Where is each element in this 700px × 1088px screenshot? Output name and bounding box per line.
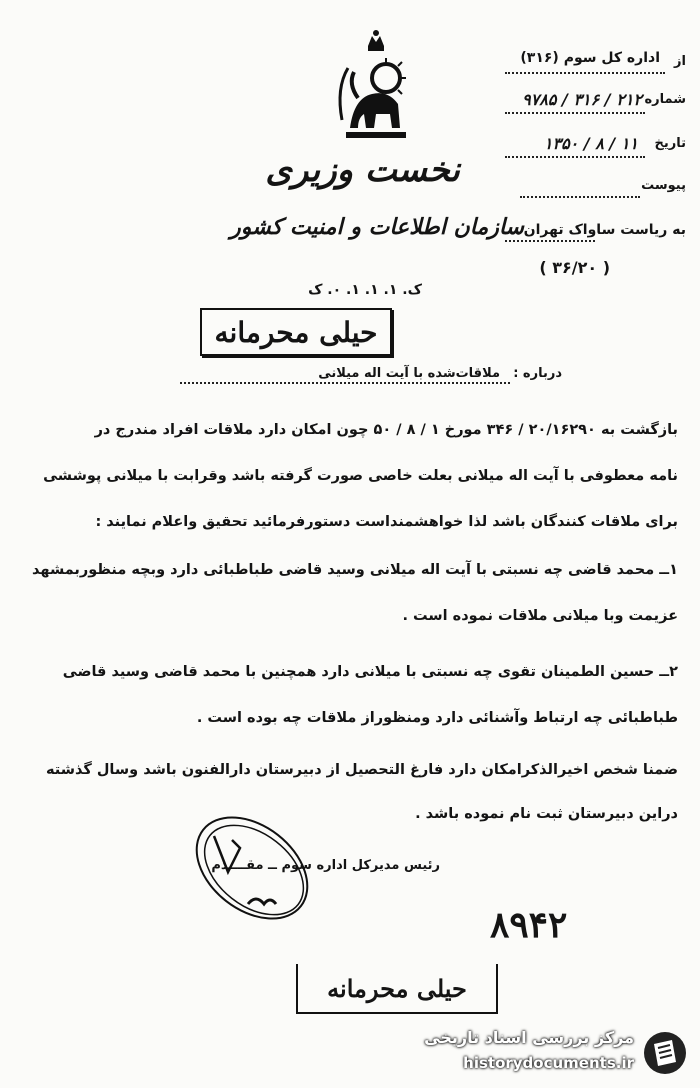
from-value: اداره کل سوم (۳۱۶) bbox=[520, 50, 660, 66]
body-line-7: طباطبائی چه ارتباط وآشنائی دارد ومنظوراز ملاقات چه بوده است . bbox=[196, 710, 678, 726]
classification-stamp bbox=[200, 308, 392, 356]
reference-code: ک. ۱. ۱. ۱. ۰. ک bbox=[308, 282, 422, 298]
org-name: نخست وزیری bbox=[265, 150, 460, 190]
body-line-8: ضمنا شخص اخیرالذکرامکان دارد فارغ التحصیل از دبیرستان دارالفنون باشد وسال گذشته bbox=[46, 762, 678, 778]
attachment-label: پیوست bbox=[641, 178, 686, 193]
lion-and-sun-emblem bbox=[328, 28, 424, 156]
org-subtitle: سازمان اطلاعات و امنیت کشور bbox=[230, 214, 524, 240]
recipient: به ریاست ساواک تهران bbox=[523, 222, 686, 238]
body-line-4: ۱ــ محمد قاضی چه نسبتی با آیت اله میلانی وسید قاضی طباطبائی دارد وبچه منظوربمشهد bbox=[32, 562, 678, 578]
archive-logo-icon bbox=[642, 1030, 688, 1076]
handwritten-number: ۸۹۴۲ bbox=[490, 904, 568, 946]
body-line-3: برای ملاقات کنندگان باشد لذا خواهشمنداست دستورفرمائید تحقیق واعلام نمایند : bbox=[95, 514, 678, 530]
signature-scribble bbox=[172, 800, 332, 940]
date-label: تاریخ bbox=[654, 136, 686, 151]
body-line-9: دراین دبیرستان ثبت نام نموده باشد . bbox=[415, 806, 678, 822]
watermark-url: historydocuments.ir bbox=[463, 1054, 634, 1072]
from-label: از bbox=[674, 54, 686, 69]
subject-underline bbox=[180, 382, 510, 384]
recipient-underline bbox=[505, 240, 595, 242]
attachment-underline bbox=[520, 196, 640, 198]
recipient-code: ( ۳۶/۲۰ ) bbox=[539, 258, 610, 277]
date-underline bbox=[505, 156, 645, 158]
body-line-6: ۲ــ حسین الطمینان تقوی چه نسبتی با میلانی دارد همچنین با محمد قاضی وسید قاضی bbox=[62, 664, 678, 680]
body-line-5: عزیمت وبا میلانی ملاقات نموده است . bbox=[402, 608, 678, 624]
footer-stamp-text: حیلی محرمانه bbox=[327, 973, 467, 1003]
subject-label: درباره : bbox=[513, 366, 562, 381]
subject-text: ملاقات‌شده با آیت اله میلانی bbox=[318, 366, 500, 381]
signature-line: رئیس مدیرکل اداره سوم ــ مقــــدم bbox=[211, 858, 440, 873]
watermark bbox=[410, 1022, 692, 1082]
classification-text: حیلی محرمانه bbox=[214, 315, 378, 349]
from-underline bbox=[505, 72, 665, 74]
number-label: شماره bbox=[644, 92, 686, 107]
body-line-1: بازگشت به ۲۰/۱۶۲۹۰ / ۳۴۶ مورخ ۱ / ۸ / ۵۰ چون امکان دارد ملاقات افراد مندرج در bbox=[94, 422, 678, 438]
footer-classification-stamp bbox=[296, 964, 498, 1014]
number-underline bbox=[505, 112, 645, 114]
number-value: ۹۷۸۵ / ۳۱۶ / ۲۱۲ bbox=[522, 90, 642, 109]
date-value: ۱۳۵۰ / ۸ / ۱۱ bbox=[543, 134, 638, 153]
body-line-2: نامه معطوفی با آیت اله میلانی بعلت خاصی صورت گرفته باشد وقرابت با میلانی پوششی bbox=[43, 468, 678, 484]
watermark-title: مرکز بررسی اسناد تاریخی bbox=[424, 1028, 634, 1047]
